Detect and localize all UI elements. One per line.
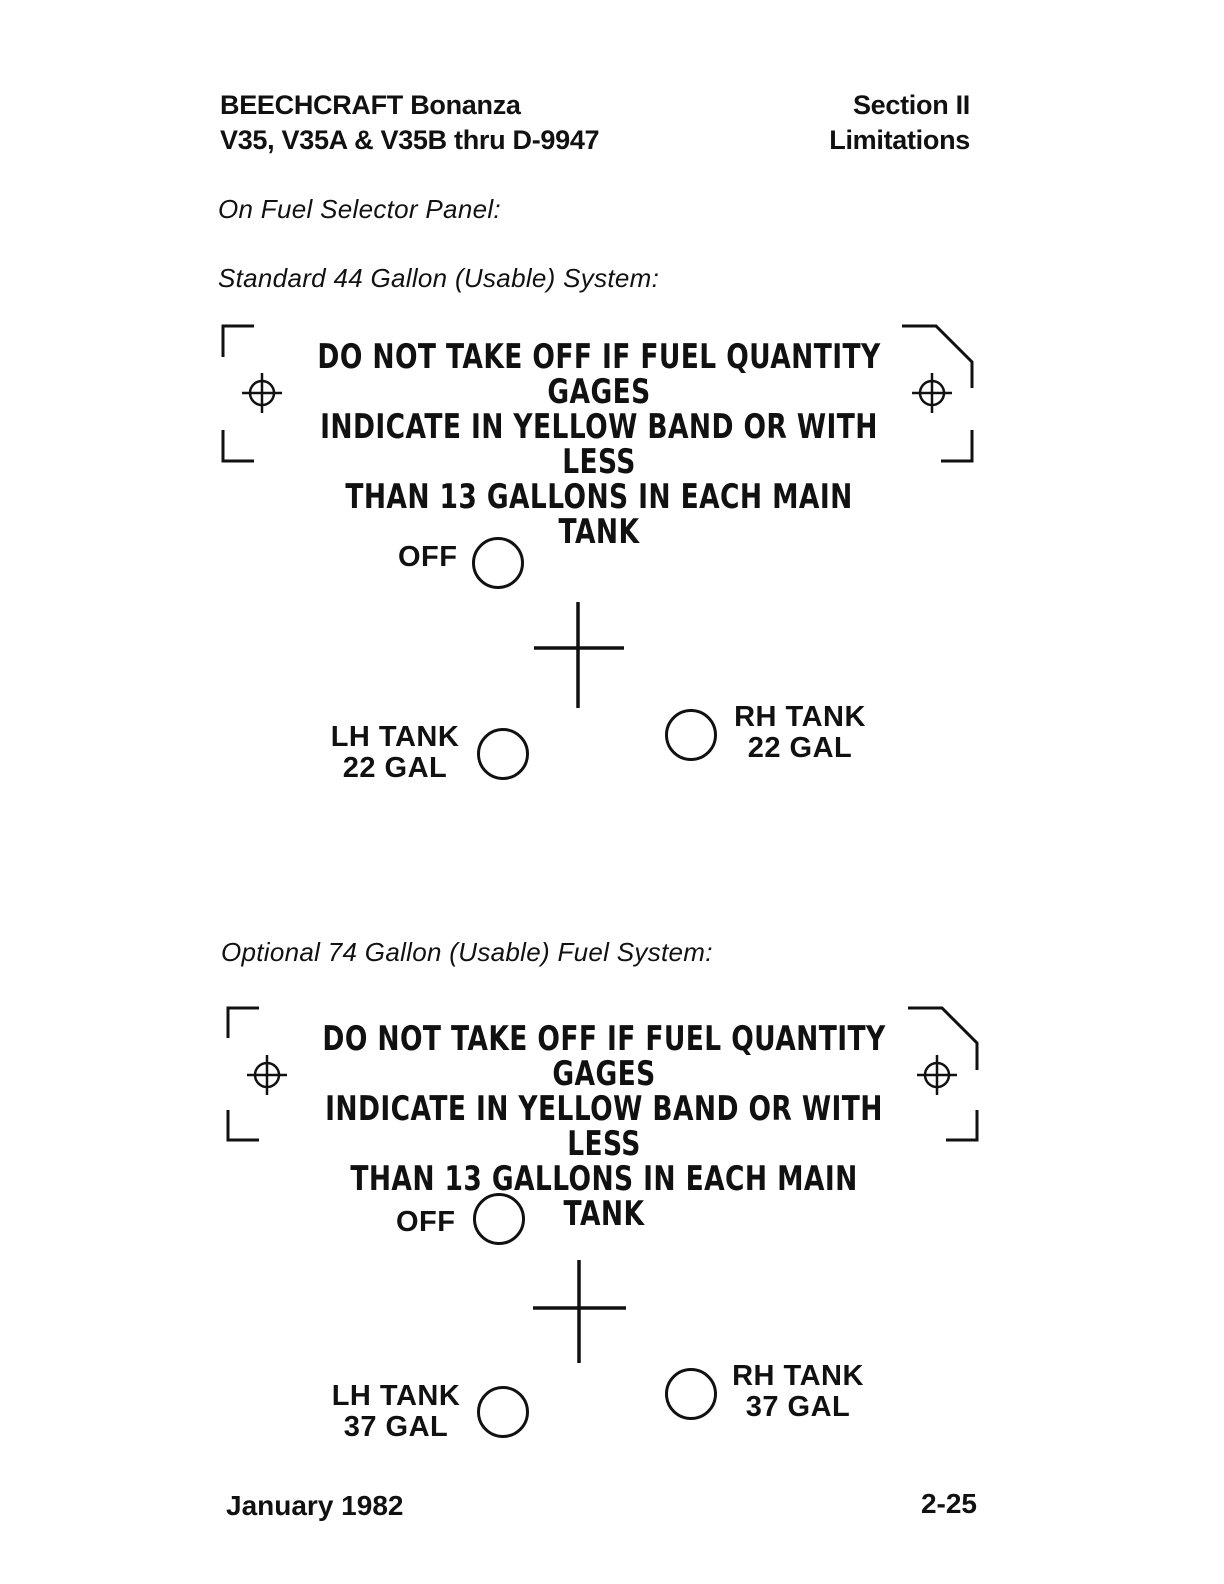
placard-line: DO NOT TAKE OFF IF FUEL QUANTITY GAGES xyxy=(317,337,881,412)
lh-tank-name: LH TANK xyxy=(331,1380,461,1412)
standard-heading: Standard 44 Gallon (Usable) System: xyxy=(218,263,660,293)
rh-tank-label xyxy=(728,1361,868,1423)
rh-tank-position-circle xyxy=(665,709,717,761)
placard-line: THAN 13 GALLONS IN EACH MAIN TANK xyxy=(350,1159,858,1234)
rh-tank-name: RH TANK xyxy=(734,701,866,733)
placard-line: DO NOT TAKE OFF IF FUEL QUANTITY GAGES xyxy=(322,1019,886,1094)
off-position-circle xyxy=(472,537,524,589)
lh-tank-position-circle xyxy=(477,728,529,780)
rh-tank-label xyxy=(730,702,870,764)
optional-placard xyxy=(308,1019,901,1234)
lh-tank-label xyxy=(328,722,462,784)
intro-text: On Fuel Selector Panel: xyxy=(218,194,501,224)
off-position-circle xyxy=(473,1193,525,1245)
off-label: OFF xyxy=(396,1206,456,1238)
crosshair-icon xyxy=(912,373,952,413)
lh-tank-name: LH TANK xyxy=(330,721,460,753)
header-section-title: Limitations xyxy=(829,125,970,155)
rh-tank-position-circle xyxy=(665,1368,717,1420)
lh-tank-capacity: 37 GAL xyxy=(343,1411,449,1443)
placard-line: INDICATE IN YELLOW BAND OR WITH LESS xyxy=(325,1089,883,1164)
selector-center-cross xyxy=(533,1260,626,1363)
page-number: 2-25 xyxy=(920,1488,977,1519)
optional-heading: Optional 74 Gallon (Usable) Fuel System: xyxy=(221,937,713,967)
standard-placard xyxy=(303,337,896,552)
crosshair-icon xyxy=(247,1055,287,1095)
off-label: OFF xyxy=(398,541,458,573)
lh-tank-position-circle xyxy=(477,1386,529,1438)
crosshair-icon xyxy=(917,1055,957,1095)
placard-line: THAN 13 GALLONS IN EACH MAIN TANK xyxy=(345,477,853,552)
rh-tank-name: RH TANK xyxy=(732,1360,864,1392)
header-title: BEECHCRAFT Bonanza xyxy=(220,90,521,120)
selector-center-cross xyxy=(534,602,624,708)
rh-tank-capacity: 37 GAL xyxy=(745,1391,851,1423)
crosshair-icon xyxy=(242,373,282,413)
header-section: Section II xyxy=(852,90,970,120)
header-models: V35, V35A & V35B thru D-9947 xyxy=(220,125,600,155)
lh-tank-capacity: 22 GAL xyxy=(342,752,448,784)
rh-tank-capacity: 22 GAL xyxy=(747,732,853,764)
lh-tank-label xyxy=(329,1381,463,1443)
footer-date: January 1982 xyxy=(226,1490,404,1521)
placard-line: INDICATE IN YELLOW BAND OR WITH LESS xyxy=(320,407,878,482)
